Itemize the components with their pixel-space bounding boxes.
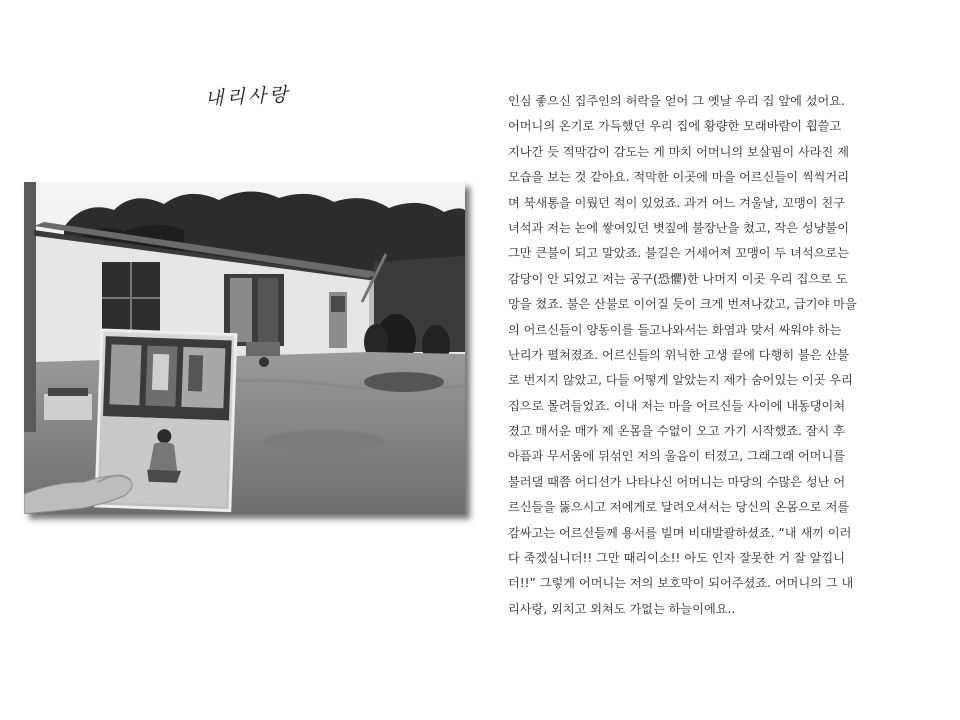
text-line: 지나간 듯 적막감이 감도는 게 마치 어머니의 보살핌이 사라진 제 (508, 144, 849, 159)
text-line: 감싸고는 어르신들께 용서를 빌며 비대발괄하셨죠. “내 새끼 이러 (508, 525, 852, 540)
text-line: 르신들을 뚫으시고 저에게로 달려오셔서는 당신의 온몸으로 저를 (508, 500, 850, 515)
photo (24, 182, 465, 514)
text-line: 불러댈 때쯤 어디선가 나타나신 어머니는 마당의 수많은 성난 어 (508, 474, 846, 489)
text-line: 인심 좋으신 집주인의 허락을 얻어 그 옛날 우리 집 앞에 섰어요. (508, 94, 845, 108)
text-line: 졌고 매서운 매가 제 온몸을 수없이 오고 가기 시작했죠. 잠시 후 (508, 424, 845, 439)
text-line: 다 죽겠심니더!! 그만 때리이소!! 아도 인자 잘못한 거 잘 알낍니 (508, 551, 845, 566)
text-line: 아픔과 무서움에 뒤섞인 저의 울음이 터졌고, 그래그래 어머니를 (508, 449, 846, 464)
text-line: 의 어르신들이 양동이를 들고나와서는 화염과 맞서 싸워야 하는 (508, 322, 842, 337)
story-text (508, 89, 924, 622)
text-line: 감당이 안 되었고 저는 공구(恐懼)한 나머지 이곳 우리 집으로 도 (508, 271, 848, 286)
text-line: 그만 큰불이 되고 말았죠. 불길은 거세어져 꼬맹이 두 녀석으로는 (508, 246, 849, 261)
text-line: 녀석과 저는 논에 쌓여있던 볏짚에 불장난을 쳤고, 작은 성냥불이 (508, 220, 849, 235)
text-line: 어머니의 온기로 가득했던 우리 집에 황량한 모래바람이 휩쓸고 (508, 119, 842, 134)
text-line: 집으로 몰려들었죠. 이내 저는 마을 어르신들 사이에 내동댕이쳐 (508, 398, 846, 413)
text-line: 며 북새통을 이뤘던 적이 있었죠. 과거 어느 겨울날, 꼬맹이 친구 (508, 195, 845, 210)
text-line: 모습을 보는 것 같아요. 적막한 이곳에 마을 어르신들이 씩씩거리 (508, 170, 849, 185)
page-title: 내리사랑 (204, 83, 291, 110)
text-line: 망을 쳤죠. 불은 산불로 이어질 듯이 크게 번져나갔고, 급기야 마을 (508, 297, 857, 312)
text-line: 리사랑, 외치고 외쳐도 가없는 하늘이에요.. (508, 601, 736, 616)
photo-icon (24, 182, 465, 514)
text-line: 로 번지지 않았고, 다들 어떻게 알았는지 제가 숨어있는 이곳 우리 (508, 373, 853, 388)
text-line: 난리가 펼쳐졌죠. 어르신들의 위닉한 고생 끝에 다행히 불은 산불 (508, 347, 849, 362)
text-line: 더!!” 그렇게 어머니는 저의 보호막이 되어주셨죠. 어머니의 그 내 (508, 576, 854, 591)
